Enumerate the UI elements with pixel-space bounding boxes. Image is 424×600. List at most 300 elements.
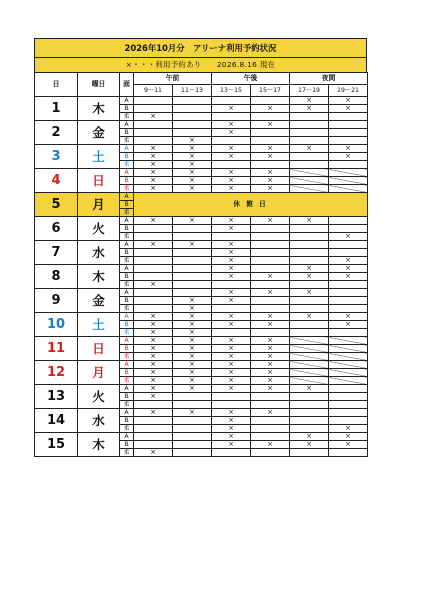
slot-cell <box>290 129 329 137</box>
section-label: 柔 <box>120 305 134 313</box>
reserved-mark: × <box>134 241 173 249</box>
day-row <box>35 385 368 393</box>
slot-cell <box>329 305 368 313</box>
header-slot: 13～15 <box>212 85 251 97</box>
reserved-mark: × <box>212 177 251 185</box>
reserved-mark: × <box>134 153 173 161</box>
slot-cell <box>290 257 329 265</box>
slot-cell <box>251 329 290 337</box>
reserved-mark: × <box>251 217 290 225</box>
reserved-mark: × <box>134 385 173 393</box>
slot-cell <box>290 425 329 433</box>
reserved-mark: × <box>134 393 173 401</box>
reserved-mark: × <box>290 433 329 441</box>
unavailable-cell <box>290 337 329 345</box>
reserved-mark: × <box>134 353 173 361</box>
day-row <box>35 265 368 273</box>
day-row <box>35 121 368 129</box>
reserved-mark: × <box>329 425 368 433</box>
day-of-week: 金 <box>78 121 120 145</box>
section-label: 柔 <box>120 257 134 265</box>
reserved-mark: × <box>212 377 251 385</box>
day-of-week: 水 <box>78 409 120 433</box>
slot-cell <box>329 449 368 457</box>
day-number: 13 <box>35 385 78 409</box>
slot-cell <box>329 225 368 233</box>
reserved-mark: × <box>173 337 212 345</box>
slot-cell <box>290 249 329 257</box>
slot-cell <box>134 417 173 425</box>
section-label: A <box>120 193 134 201</box>
reserved-mark: × <box>251 169 290 177</box>
slot-cell <box>173 417 212 425</box>
reserved-mark: × <box>212 297 251 305</box>
unavailable-cell <box>329 185 368 193</box>
slot-cell <box>251 425 290 433</box>
section-label: B <box>120 417 134 425</box>
reserved-mark: × <box>212 145 251 153</box>
section-label: 柔 <box>120 449 134 457</box>
day-number: 7 <box>35 241 78 265</box>
slot-cell <box>290 401 329 409</box>
reserved-mark: × <box>251 385 290 393</box>
slot-cell <box>290 329 329 337</box>
section-label: 柔 <box>120 113 134 121</box>
day-of-week: 金 <box>78 289 120 313</box>
section-label: 柔 <box>120 185 134 193</box>
section-label: 柔 <box>120 233 134 241</box>
unavailable-cell <box>290 177 329 185</box>
header-slot: 17～19 <box>290 85 329 97</box>
slot-cell <box>173 265 212 273</box>
unavailable-cell <box>290 353 329 361</box>
reserved-mark: × <box>134 449 173 457</box>
slot-cell <box>134 297 173 305</box>
slot-cell <box>212 281 251 289</box>
slot-cell <box>251 161 290 169</box>
reserved-mark: × <box>329 233 368 241</box>
slot-cell <box>212 97 251 105</box>
slot-cell <box>290 241 329 249</box>
reserved-mark: × <box>329 145 368 153</box>
section-label: B <box>120 297 134 305</box>
slot-cell <box>134 289 173 297</box>
slot-cell <box>134 441 173 449</box>
slot-cell <box>251 241 290 249</box>
reserved-mark: × <box>134 329 173 337</box>
reserved-mark: × <box>290 105 329 113</box>
slot-cell <box>329 385 368 393</box>
reserved-mark: × <box>134 217 173 225</box>
reserved-mark: × <box>212 273 251 281</box>
reserved-mark: × <box>251 145 290 153</box>
slot-cell <box>329 121 368 129</box>
header-slot: 15～17 <box>251 85 290 97</box>
slot-cell <box>173 129 212 137</box>
reserved-mark: × <box>134 313 173 321</box>
reserved-mark: × <box>212 121 251 129</box>
slot-cell <box>290 409 329 417</box>
reserved-mark: × <box>173 153 212 161</box>
section-label: B <box>120 177 134 185</box>
slot-cell <box>290 297 329 305</box>
unavailable-cell <box>290 185 329 193</box>
reserved-mark: × <box>173 345 212 353</box>
slot-cell <box>212 449 251 457</box>
day-of-week: 日 <box>78 169 120 193</box>
section-label: A <box>120 289 134 297</box>
reserved-mark: × <box>173 313 212 321</box>
slot-cell <box>329 161 368 169</box>
slot-cell <box>134 225 173 233</box>
reserved-mark: × <box>290 313 329 321</box>
slot-cell <box>251 249 290 257</box>
reserved-mark: × <box>329 97 368 105</box>
section-label: A <box>120 97 134 105</box>
slot-cell <box>290 225 329 233</box>
reserved-mark: × <box>173 145 212 153</box>
reserved-mark: × <box>251 121 290 129</box>
day-of-week: 日 <box>78 337 120 361</box>
slot-cell <box>134 257 173 265</box>
reserved-mark: × <box>212 249 251 257</box>
section-label: 柔 <box>120 377 134 385</box>
unavailable-cell <box>329 177 368 185</box>
slot-cell <box>290 121 329 129</box>
slot-cell <box>329 329 368 337</box>
day-row <box>35 337 368 345</box>
slot-cell <box>134 97 173 105</box>
reserved-mark: × <box>290 217 329 225</box>
header-group-afternoon: 午後 <box>212 73 290 85</box>
slot-cell <box>329 217 368 225</box>
reserved-mark: × <box>134 361 173 369</box>
slot-cell <box>329 409 368 417</box>
reserved-mark: × <box>173 297 212 305</box>
reserved-mark: × <box>329 273 368 281</box>
slot-cell <box>329 129 368 137</box>
reserved-mark: × <box>290 265 329 273</box>
reserved-mark: × <box>212 241 251 249</box>
slot-cell <box>251 257 290 265</box>
day-number: 3 <box>35 145 78 169</box>
reserved-mark: × <box>212 185 251 193</box>
slot-cell <box>290 449 329 457</box>
reserved-mark: × <box>173 217 212 225</box>
reserved-mark: × <box>173 169 212 177</box>
slot-cell <box>173 113 212 121</box>
day-of-week: 月 <box>78 193 120 217</box>
reserved-mark: × <box>329 433 368 441</box>
day-of-week: 水 <box>78 241 120 265</box>
reserved-mark: × <box>212 409 251 417</box>
slot-cell <box>173 281 212 289</box>
slot-cell <box>251 433 290 441</box>
day-row <box>35 97 368 105</box>
reserved-mark: × <box>173 137 212 145</box>
section-label: A <box>120 145 134 153</box>
reserved-mark: × <box>290 289 329 297</box>
section-label: B <box>120 153 134 161</box>
section-label: 柔 <box>120 281 134 289</box>
reserved-mark: × <box>212 369 251 377</box>
slot-cell <box>134 105 173 113</box>
slot-cell <box>329 401 368 409</box>
slot-cell <box>251 281 290 289</box>
day-row <box>35 217 368 225</box>
day-number: 11 <box>35 337 78 361</box>
reserved-mark: × <box>212 425 251 433</box>
reserved-mark: × <box>251 353 290 361</box>
unavailable-cell <box>329 361 368 369</box>
day-row <box>35 145 368 153</box>
reserved-mark: × <box>173 409 212 417</box>
reserved-mark: × <box>251 185 290 193</box>
unavailable-cell <box>290 345 329 353</box>
slot-cell <box>251 401 290 409</box>
reserved-mark: × <box>290 145 329 153</box>
section-label: 柔 <box>120 161 134 169</box>
reserved-mark: × <box>212 257 251 265</box>
slot-cell <box>173 433 212 441</box>
slot-cell <box>173 289 212 297</box>
reserved-mark: × <box>173 321 212 329</box>
slot-cell <box>134 401 173 409</box>
slot-cell <box>212 305 251 313</box>
reserved-mark: × <box>134 185 173 193</box>
slot-cell <box>212 233 251 241</box>
slot-cell <box>251 449 290 457</box>
slot-cell <box>329 113 368 121</box>
reserved-mark: × <box>212 337 251 345</box>
reserved-mark: × <box>251 153 290 161</box>
reserved-mark: × <box>212 129 251 137</box>
header-slot: 19～21 <box>329 85 368 97</box>
section-label: B <box>120 369 134 377</box>
reserved-mark: × <box>251 361 290 369</box>
reserved-mark: × <box>290 441 329 449</box>
slot-cell <box>329 289 368 297</box>
reserved-mark: × <box>212 153 251 161</box>
day-number: 5 <box>35 193 78 217</box>
header-area: 面 <box>120 73 134 97</box>
day-row <box>35 361 368 369</box>
unavailable-cell <box>290 361 329 369</box>
section-label: A <box>120 169 134 177</box>
slot-cell <box>173 97 212 105</box>
slot-cell <box>134 129 173 137</box>
day-of-week: 月 <box>78 361 120 385</box>
section-label: 柔 <box>120 329 134 337</box>
reserved-mark: × <box>173 329 212 337</box>
unavailable-cell <box>329 377 368 385</box>
reserved-mark: × <box>134 321 173 329</box>
slot-cell <box>173 441 212 449</box>
unavailable-cell <box>329 369 368 377</box>
slot-cell <box>290 305 329 313</box>
slot-cell <box>173 273 212 281</box>
reserved-mark: × <box>251 409 290 417</box>
legend-note: ×・・・利用予約あり 2026.8.16 現在 <box>34 57 367 72</box>
slot-cell <box>173 257 212 265</box>
reserved-mark: × <box>173 161 212 169</box>
reserved-mark: × <box>212 169 251 177</box>
section-label: A <box>120 241 134 249</box>
day-number: 10 <box>35 313 78 337</box>
section-label: B <box>120 345 134 353</box>
slot-cell <box>212 393 251 401</box>
slot-cell <box>329 281 368 289</box>
unavailable-cell <box>290 169 329 177</box>
section-label: 柔 <box>120 425 134 433</box>
reserved-mark: × <box>134 161 173 169</box>
slot-cell <box>329 417 368 425</box>
day-of-week: 火 <box>78 217 120 241</box>
reserved-mark: × <box>173 377 212 385</box>
slot-cell <box>290 137 329 145</box>
reserved-mark: × <box>212 313 251 321</box>
reserved-mark: × <box>251 345 290 353</box>
day-number: 4 <box>35 169 78 193</box>
reserved-mark: × <box>212 265 251 273</box>
reserved-mark: × <box>212 361 251 369</box>
reserved-mark: × <box>329 153 368 161</box>
slot-cell <box>173 425 212 433</box>
day-of-week: 土 <box>78 313 120 337</box>
reserved-mark: × <box>212 345 251 353</box>
section-label: 柔 <box>120 137 134 145</box>
reserved-mark: × <box>212 321 251 329</box>
reserved-mark: × <box>212 289 251 297</box>
slot-cell <box>290 161 329 169</box>
slot-cell <box>290 113 329 121</box>
slot-cell <box>212 161 251 169</box>
reserved-mark: × <box>173 241 212 249</box>
slot-cell <box>329 241 368 249</box>
section-label: B <box>120 273 134 281</box>
reserved-mark: × <box>251 441 290 449</box>
day-number: 14 <box>35 409 78 433</box>
reserved-mark: × <box>329 265 368 273</box>
day-of-week: 火 <box>78 385 120 409</box>
unavailable-cell <box>290 369 329 377</box>
reserved-mark: × <box>251 369 290 377</box>
slot-cell <box>173 121 212 129</box>
day-number: 6 <box>35 217 78 241</box>
reserved-mark: × <box>212 217 251 225</box>
day-row <box>35 289 368 297</box>
reserved-mark: × <box>212 105 251 113</box>
reserved-mark: × <box>173 185 212 193</box>
reserved-mark: × <box>212 225 251 233</box>
section-label: B <box>120 105 134 113</box>
reserved-mark: × <box>251 313 290 321</box>
reservation-sheet <box>34 38 367 457</box>
day-number: 2 <box>35 121 78 145</box>
reserved-mark: × <box>212 433 251 441</box>
reserved-mark: × <box>251 377 290 385</box>
slot-cell <box>173 225 212 233</box>
reserved-mark: × <box>134 177 173 185</box>
slot-cell <box>251 297 290 305</box>
slot-cell <box>329 297 368 305</box>
slot-cell <box>251 393 290 401</box>
slot-cell <box>251 225 290 233</box>
slot-cell <box>251 137 290 145</box>
reserved-mark: × <box>329 321 368 329</box>
slot-cell <box>212 137 251 145</box>
day-number: 15 <box>35 433 78 457</box>
slot-cell <box>329 137 368 145</box>
section-label: A <box>120 121 134 129</box>
unavailable-cell <box>329 169 368 177</box>
slot-cell <box>290 153 329 161</box>
section-label: B <box>120 441 134 449</box>
reserved-mark: × <box>134 409 173 417</box>
section-label: A <box>120 265 134 273</box>
slot-cell <box>173 401 212 409</box>
header-group-morning: 午前 <box>134 73 212 85</box>
slot-cell <box>329 249 368 257</box>
day-row <box>35 169 368 177</box>
slot-cell <box>290 417 329 425</box>
closed-label: 休 館 日 <box>134 193 368 217</box>
section-label: 柔 <box>120 401 134 409</box>
reserved-mark: × <box>134 169 173 177</box>
slot-cell <box>290 393 329 401</box>
slot-cell <box>134 425 173 433</box>
day-row <box>35 409 368 417</box>
reserved-mark: × <box>251 177 290 185</box>
section-label: 柔 <box>120 353 134 361</box>
section-label: A <box>120 313 134 321</box>
slot-cell <box>134 273 173 281</box>
slot-cell <box>212 401 251 409</box>
slot-cell <box>212 329 251 337</box>
section-label: B <box>120 129 134 137</box>
reserved-mark: × <box>290 273 329 281</box>
header-day: 日 <box>35 73 78 97</box>
day-of-week: 木 <box>78 433 120 457</box>
slot-cell <box>251 233 290 241</box>
section-label: A <box>120 433 134 441</box>
slot-cell <box>251 417 290 425</box>
section-label: B <box>120 321 134 329</box>
reserved-mark: × <box>329 105 368 113</box>
slot-cell <box>134 433 173 441</box>
section-label: 柔 <box>120 209 134 217</box>
section-label: B <box>120 201 134 209</box>
header-slot: 9～11 <box>134 85 173 97</box>
day-of-week: 土 <box>78 145 120 169</box>
reserved-mark: × <box>134 369 173 377</box>
reserved-mark: × <box>134 337 173 345</box>
day-of-week: 木 <box>78 265 120 289</box>
slot-cell <box>212 113 251 121</box>
slot-cell <box>134 233 173 241</box>
reserved-mark: × <box>173 177 212 185</box>
reserved-mark: × <box>173 353 212 361</box>
slot-cell <box>134 249 173 257</box>
reserved-mark: × <box>173 369 212 377</box>
slot-cell <box>251 97 290 105</box>
reserved-mark: × <box>173 385 212 393</box>
header-slot: 11～13 <box>173 85 212 97</box>
slot-cell <box>329 393 368 401</box>
section-label: A <box>120 337 134 345</box>
unavailable-cell <box>329 353 368 361</box>
slot-cell <box>173 249 212 257</box>
